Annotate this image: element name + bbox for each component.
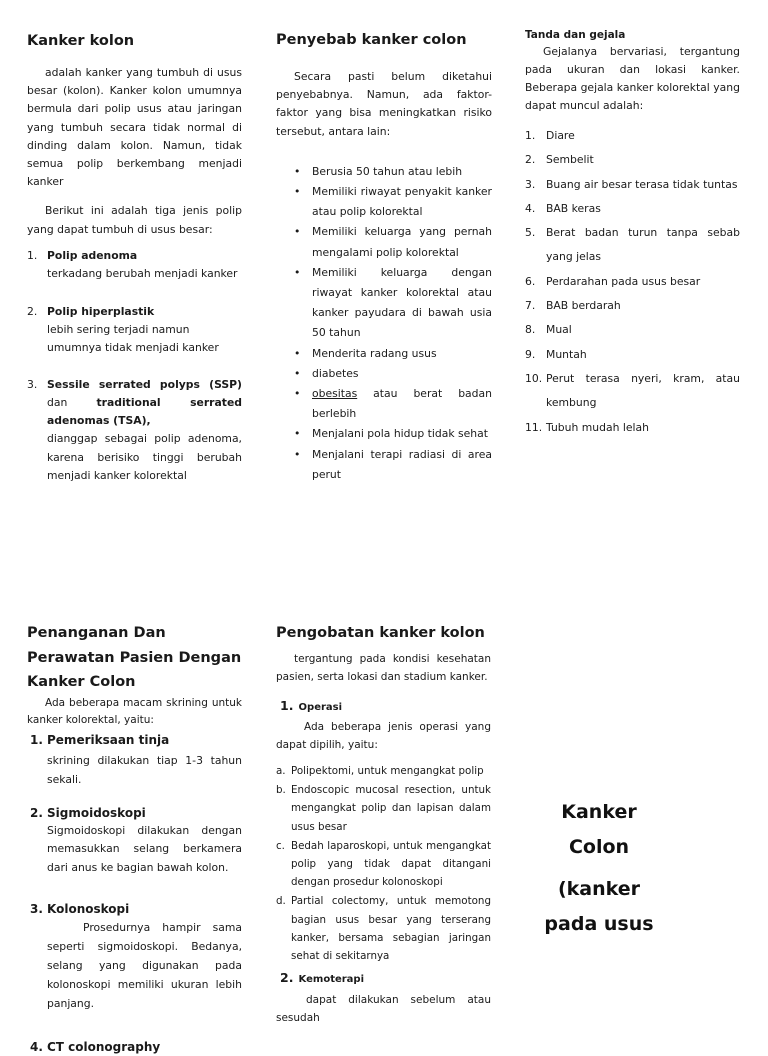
operasi-list: [276, 762, 491, 965]
list-item: 3. Buang air besar terasa tidak tuntas: [525, 177, 738, 191]
list-item: 4. BAB keras: [525, 201, 601, 215]
item-title: Polip adenoma: [47, 248, 138, 262]
list-number: 2.: [27, 304, 38, 318]
kemoterapi-heading: 2. Kemoterapi: [280, 970, 365, 986]
list-item: a. Polipektomi, untuk mengangkat polip: [276, 765, 484, 777]
section-title: Penyebab kanker colon: [276, 32, 467, 48]
section-title: Tanda dan gejala: [525, 29, 626, 41]
list-item: 1. Pemeriksaan tinja skrining dilakukan tiap 1-3 tahun sekali.: [27, 731, 242, 804]
list-item: b. Endoscopic mucosal resection, untuk mengangkat polip dan lapisan dalam usus besar: [276, 784, 491, 833]
item-title: Sigmoidoskopi: [47, 805, 146, 820]
intro-paragraph: Secara pasti belum diketahui penyebabnya. Namun, ada faktor-faktor yang bisa meningkatkan risiko tersebut, antara lain:: [276, 70, 492, 138]
list-item: • diabetes: [294, 366, 359, 380]
list-item: [27, 303, 242, 376]
list-item: 2. Sigmoidoskopi Sigmoidoskopi dilakukan dengan memasukkan selang berkamera dari anus ke bagian bawah kolon.: [27, 804, 242, 900]
list-item: 5. Berat badan turun tanpa sebab yang jelas: [525, 226, 740, 264]
cover-line: Kanker: [561, 801, 637, 823]
screening-list: [27, 731, 242, 1056]
list-item: c. Bedah laparoskopi, untuk mengangkat polip yang tidak dapat ditangani dengan prosedur kolonoskopi: [276, 839, 491, 889]
list-item: 11. Tubuh mudah lelah: [525, 420, 649, 434]
list-item: 10. Perut terasa nyeri, kram, atau kembung: [525, 371, 740, 410]
column-penyebab: [276, 28, 492, 485]
list-item: 9. Muntah: [525, 347, 587, 361]
cover-line: pada usus: [544, 913, 654, 935]
list-item: • obesitas atau berat badan berlebih: [294, 387, 492, 421]
section-title: Kanker kolon: [27, 33, 135, 49]
section-title: Pengobatan kanker kolon: [276, 625, 485, 641]
list-number: 3.: [27, 377, 38, 391]
item-desc: Prosedurnya hampir sama seperti sigmoidoskopi. Bedanya, selang yang digunakan pada kolonoskopi memiliki ukuran lebih panjang.: [47, 920, 242, 1010]
cover-line: Colon: [568, 836, 630, 858]
list-item: • Menjalani pola hidup tidak sehat: [294, 427, 488, 441]
list-item: • Memiliki keluarga dengan riwayat kanker kolorektal atau kanker payudara di bawah usia 50 tahun: [294, 265, 492, 340]
operasi-heading: 1. Operasi: [280, 698, 343, 713]
list-item: • Menderita radang usus: [294, 346, 437, 360]
list-item: 6. Perdarahan pada usus besar: [525, 274, 701, 288]
item-desc: skrining dilakukan tiap 1-3 tahun sekali.: [47, 753, 242, 786]
item-title: CT colonography: [47, 1039, 161, 1054]
list-item: • Menjalani terapi radiasi di area perut: [294, 447, 492, 481]
column-kanker-kolon: [27, 29, 242, 485]
list-item: • Memiliki keluarga yang pernah mengalami polip kolorektal: [294, 225, 492, 259]
column-penanganan: [27, 621, 242, 1056]
item-desc: Sigmoidoskopi dilakukan dengan memasukkan selang berkamera dari anus ke bagian bawah kolon.: [47, 823, 242, 874]
cover-line: (kanker: [557, 878, 641, 900]
column-gejala: [525, 27, 740, 440]
polyp-types-intro: Berikut ini adalah tiga jenis polip yang dapat tumbuh di usus besar:: [27, 204, 242, 236]
symptoms-list: [525, 124, 740, 440]
list-item: 3. Kolonoskopi Prosedurnya hampir sama seperti sigmoidoskopi. Bedanya, selang yang digunakan pada kolonoskopi memiliki ukuran lebih panjang.: [27, 900, 242, 1038]
intro-paragraph: tergantung pada kondisi kesehatan pasien, serta lokasi dan stadium kanker.: [276, 653, 491, 683]
intro-paragraph: Gejalanya bervariasi, tergantung pada ukuran dan lokasi kanker. Beberapa gejala kanker kolorektal yang dapat muncul adalah:: [525, 45, 740, 112]
list-item: • Berusia 50 tahun atau lebih: [294, 164, 463, 178]
item-conjunction: dan: [47, 396, 97, 410]
polyp-types-list: [27, 247, 242, 485]
obesity-link[interactable]: obesitas: [312, 387, 358, 401]
item-title: Pemeriksaan tinja: [47, 732, 170, 747]
column-pengobatan: [276, 621, 491, 1028]
list-number: 1.: [27, 248, 38, 262]
section-title: Penanganan Dan Perawatan Pasien Dengan Kanker Colon: [27, 625, 242, 690]
list-item: 7. BAB berdarah: [525, 299, 621, 313]
item-desc: lebih sering terjadi namun umumnya tidak menjadi kanker: [47, 323, 219, 355]
intro-paragraph: adalah kanker yang tumbuh di usus besar (kolon). Kanker kolon umumnya bermula dari polip usus atau jaringan yang tumbuh secara tidak normal di dinding dalam kolon. Namun, tidak semua polip berkembang menjadi kanker: [27, 66, 242, 189]
operasi-intro: Ada beberapa jenis operasi yang dapat dipilih, yaitu:: [276, 721, 491, 751]
list-item: [27, 376, 242, 485]
kemoterapi-text: dapat dilakukan sebelum atau sesudah: [276, 994, 491, 1025]
cover-title: [525, 795, 673, 942]
list-item: 2. Sembelit: [525, 153, 594, 167]
list-item: 1. Diare: [525, 129, 575, 142]
list-item: 8. Mual: [525, 323, 572, 337]
item-title: Polip hiperplastik: [47, 304, 155, 318]
list-item: 4. CT colonography: [27, 1038, 242, 1056]
item-title: Sessile serrated polyps (SSP): [47, 377, 242, 391]
item-title: Kolonoskopi: [47, 901, 130, 916]
item-desc: terkadang berubah menjadi kanker: [47, 267, 238, 281]
risk-factors-list: [276, 162, 492, 485]
list-item: [27, 247, 242, 303]
item-title: traditional serrated adenomas (TSA),: [47, 396, 242, 428]
intro-paragraph: Ada beberapa macam skrining untuk kanker kolorektal, yaitu:: [27, 696, 242, 726]
item-desc: dianggap sebagai polip adenoma, karena berisiko tinggi berubah menjadi kanker kolorektal: [47, 432, 242, 482]
list-item: d. Partial colectomy, untuk memotong bagian usus besar yang terserang kanker, bersama sebagian jaringan sehat di sekitarnya: [276, 895, 491, 963]
list-item: • Memiliki riwayat penyakit kanker atau polip kolorektal: [294, 185, 492, 219]
